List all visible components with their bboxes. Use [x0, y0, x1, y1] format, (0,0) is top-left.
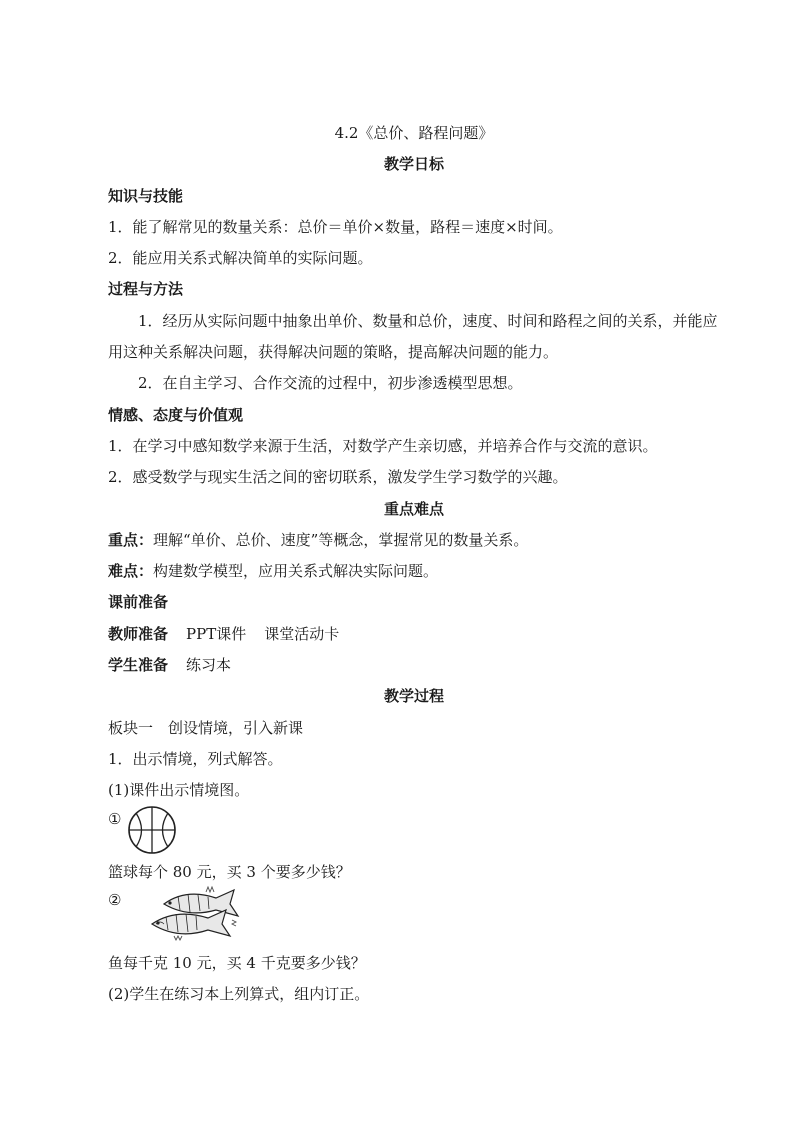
- process-heading: 过程与方法: [108, 280, 184, 299]
- difficulty: [108, 556, 720, 587]
- knowledge-heading: 知识与技能: [108, 186, 184, 205]
- key-heading: 重点难点: [383, 499, 444, 518]
- step-1: 1．出示情境，列式解答。: [108, 749, 283, 768]
- item-2-figure: [108, 888, 720, 948]
- student-prep: [108, 650, 720, 681]
- knowledge-item-1: 1．能了解常见的数量关系：总价＝单价×数量，路程＝速度×时间。: [108, 217, 563, 236]
- teacher-prep-label: 教师准备: [108, 624, 169, 643]
- document-page: [108, 118, 720, 1010]
- item-2-text: 鱼每千克 10 元，买 4 千克要多少钱？: [108, 953, 366, 972]
- basketball-icon: [127, 805, 177, 855]
- doc-title: 4.2《总价、路程问题》: [334, 124, 494, 142]
- process-item-2: 2．在自主学习、合作交流的过程中，初步渗透模型思想。: [138, 374, 523, 393]
- teacher-prep-item-2: 课堂活动卡: [264, 624, 340, 643]
- step-1-2: (2)学生在练习本上列算式，组内订正。: [108, 985, 370, 1004]
- item-1-figure: [108, 807, 720, 857]
- objectives-heading: 教学日标: [383, 155, 444, 174]
- fish-icon: [146, 884, 246, 944]
- item-1-text: 篮球每个 80 元，买 3 个要多少钱？: [108, 862, 351, 881]
- step-1-1: (1)课件出示情境图。: [108, 781, 250, 800]
- process-item-1: 1．经历从实际问题中抽象出单价、数量和总价，速度、时间和路程之间的关系，并能应用这种关系解决问题，获得解决问题的策略，提高解决问题的能力。: [108, 311, 718, 362]
- knowledge-item-2: 2．能应用关系式解决简单的实际问题。: [108, 249, 373, 268]
- emotion-item-2: 2．感受数学与现实生活之间的密切联系，激发学生学习数学的兴趣。: [108, 468, 568, 487]
- key-point-text: 理解“单价、总价、速度”等概念，掌握常见的数量关系。: [153, 530, 529, 549]
- difficulty-text: 构建数学模型，应用关系式解决实际问题。: [153, 562, 439, 581]
- key-point-label: 重点：: [108, 530, 154, 549]
- item-2-marker: ②: [108, 890, 122, 909]
- process-title: 教学过程: [383, 687, 444, 706]
- item-1-marker: ①: [108, 809, 122, 828]
- teacher-prep: [108, 619, 720, 650]
- block-1-heading: 板块一 创设情境，引入新课: [108, 718, 304, 737]
- emotion-heading: 情感、态度与价值观: [108, 405, 244, 424]
- key-point: [108, 525, 720, 556]
- student-prep-label: 学生准备: [108, 656, 169, 675]
- student-prep-item: 练习本: [186, 656, 232, 675]
- emotion-item-1: 1．在学习中感知数学来源于生活，对数学产生亲切感，并培养合作与交流的意识。: [108, 436, 658, 455]
- teacher-prep-item-1: PPT课件: [186, 624, 247, 643]
- prep-heading: 课前准备: [108, 593, 169, 612]
- difficulty-label: 难点：: [108, 562, 154, 581]
